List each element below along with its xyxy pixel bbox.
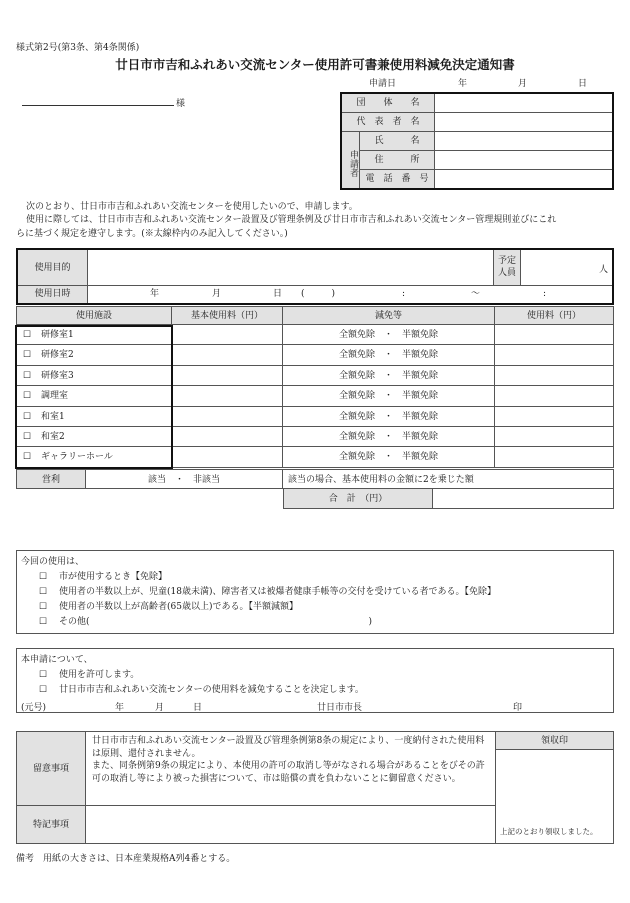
this-use-heading: 今回の使用は、: [21, 557, 85, 567]
facility-name: 研修室3: [41, 370, 74, 381]
facility-name: 和室1: [41, 411, 65, 422]
usage-table: [16, 248, 614, 305]
checkbox-icon[interactable]: ☐: [23, 330, 32, 340]
checkbox-icon[interactable]: ☐: [23, 391, 32, 402]
facility-row-1[interactable]: [16, 325, 172, 345]
expected-people-field[interactable]: [521, 250, 612, 286]
facility-name: ギャラリーホール: [41, 452, 113, 463]
decision-month: 月: [155, 703, 165, 713]
notes-table: [16, 731, 614, 844]
fee-cell[interactable]: [495, 447, 614, 467]
decision-option-label: 使用を許可します。: [59, 670, 140, 680]
applicant-phone-field[interactable]: [435, 170, 612, 188]
rep-name-field[interactable]: [435, 113, 612, 132]
datetime-colon-1: :: [402, 289, 406, 299]
facility-name: 和室2: [41, 432, 65, 442]
facility-name: 研修室1: [41, 330, 74, 340]
intro-line-3: らに基づく規定を遵守します。(※太線枠内のみ記入してください。): [16, 229, 288, 239]
rep-name-label: 代 表 者 名: [342, 113, 435, 132]
facility-row-6[interactable]: [16, 427, 172, 447]
fee-cell[interactable]: [495, 345, 614, 365]
facility-row-4[interactable]: [16, 386, 172, 406]
decision-option-1[interactable]: [39, 667, 139, 680]
special-field[interactable]: [86, 806, 496, 844]
basic-fee-cell[interactable]: [172, 386, 283, 406]
checkbox-icon[interactable]: ☐: [39, 685, 48, 695]
col-basic-fee-header: 基本使用料（円）: [172, 306, 283, 325]
use-option-label: 使用者の半数以上が、児童(18歳未満)、障害者又は被爆者健康手帳等の交付を受けている者である。【免除】: [59, 587, 496, 597]
intro-line-1: 次のとおり、廿日市市吉和ふれあい交流センターを使用したいので、申請します。: [26, 202, 358, 212]
apply-year-label: 年: [458, 79, 468, 89]
receipt-label: 領収印: [496, 731, 614, 750]
checkbox-icon[interactable]: ☐: [23, 432, 32, 442]
checkbox-icon[interactable]: ☐: [23, 370, 32, 381]
apply-day-label: 日: [578, 79, 588, 89]
col-fee-header: 使用料（円）: [495, 306, 614, 325]
facility-name: 研修室2: [41, 350, 74, 361]
document-title: 廿日市市吉和ふれあい交流センター使用許可書兼使用料減免決定通知書: [115, 57, 515, 72]
applicant-address-label: 住 所: [360, 151, 435, 170]
exemption-cell[interactable]: 全額免除 ・ 半額免除: [283, 325, 495, 345]
basic-fee-cell[interactable]: [172, 427, 283, 447]
org-name-label: 団 体 名: [342, 94, 435, 113]
fee-cell[interactable]: [495, 407, 614, 427]
total-row: [283, 489, 614, 509]
receipt-note: 上記のとおり領収しました。: [500, 827, 598, 836]
facility-name: 調理室: [41, 391, 69, 402]
use-option-4[interactable]: [39, 614, 372, 627]
decision-seal: 印: [513, 703, 523, 713]
use-option-3[interactable]: [39, 599, 298, 612]
applicant-label: 申請者: [342, 132, 360, 188]
apply-month-label: 月: [518, 79, 528, 89]
decision-heading: 本申請について、: [21, 655, 93, 665]
applicant-name-label: 氏 名: [360, 132, 435, 151]
special-label: 特記事項: [16, 806, 86, 844]
decision-year: 年: [115, 703, 125, 713]
basic-fee-cell[interactable]: [172, 325, 283, 345]
caution-text: 廿日市市吉和ふれあい交流センター設置及び管理条例第8条の規定により、一度納付された使用料は原則、還付されません。 また、同条例第9条の規定により、本使用の許可の取消し等がなされる場合があることをびその許可の取消し等により被った損害について、市は賠償の責を負わないことに御留意ください。: [86, 731, 496, 806]
checkbox-icon[interactable]: ☐: [39, 670, 48, 680]
basic-fee-cell[interactable]: [172, 345, 283, 365]
datetime-colon-2: :: [543, 289, 547, 299]
caution-label: 留意事項: [16, 731, 86, 806]
profit-row: [16, 469, 614, 489]
this-use-box: [16, 550, 614, 634]
col-facility-header: 使用施設: [16, 306, 172, 325]
total-label: 合 計 （円）: [283, 489, 433, 509]
usage-purpose-label: 使用目的: [18, 250, 88, 286]
decision-option-2[interactable]: [39, 682, 364, 695]
datetime-weekday: ( ): [301, 289, 336, 299]
fee-cell[interactable]: [495, 386, 614, 406]
applicant-name-field[interactable]: [435, 132, 612, 151]
apply-date-label: 申請日: [369, 79, 397, 89]
basic-fee-cell[interactable]: [172, 407, 283, 427]
exemption-cell[interactable]: 全額免除 ・ 半額免除: [283, 345, 495, 365]
datetime-tilde: ～: [471, 289, 481, 299]
decision-era: (元号): [21, 703, 47, 713]
expected-people-label: 予定人員: [494, 250, 521, 286]
facility-row-2[interactable]: [16, 345, 172, 365]
use-option-label: その他( ): [59, 617, 373, 627]
decision-box: [16, 648, 614, 713]
facility-row-3[interactable]: [16, 366, 172, 386]
decision-option-label: 廿日市市吉和ふれあい交流センターの使用料を減免することを決定します。: [59, 685, 364, 695]
fee-cell[interactable]: [495, 427, 614, 447]
form-number: 様式第2号(第3条、第4条関係): [16, 43, 140, 53]
use-option-label: 使用者の半数以上が高齢者(65歳以上)である。【半額減額】: [59, 602, 298, 612]
checkbox-icon[interactable]: ☐: [39, 617, 48, 627]
usage-datetime-field[interactable]: [88, 286, 612, 303]
profit-label: 営利: [16, 469, 86, 489]
facility-row-5[interactable]: [16, 407, 172, 427]
receipt-stamp-area: [496, 750, 614, 844]
checkbox-icon[interactable]: ☐: [39, 602, 48, 612]
checkbox-icon[interactable]: ☐: [23, 452, 32, 463]
usage-purpose-field[interactable]: [88, 250, 494, 286]
usage-datetime-label: 使用日時: [18, 286, 88, 303]
checkbox-icon[interactable]: ☐: [39, 587, 48, 597]
addressee-suffix: 様: [176, 99, 186, 109]
exemption-cell[interactable]: 全額免除 ・ 半額免除: [283, 407, 495, 427]
exemption-cell[interactable]: 全額免除 ・ 半額免除: [283, 427, 495, 447]
basic-fee-cell[interactable]: [172, 447, 283, 467]
col-exemption-header: 減免等: [283, 306, 495, 325]
datetime-day: 日: [273, 289, 283, 299]
use-option-label: 市が使用するとき【免除】: [59, 572, 168, 582]
use-option-2[interactable]: [39, 584, 496, 597]
intro-line-2: 使用に際しては、廿日市市吉和ふれあい交流センター設置及び管理条例及び廿日市市吉和ふれあい交流センター管理規則並びにこれ: [26, 215, 557, 225]
profit-value[interactable]: 該当 ・ 非該当: [86, 469, 283, 489]
use-option-1[interactable]: [39, 569, 167, 582]
fee-cell[interactable]: [495, 325, 614, 345]
applicant-phone-label: 電 話 番 号: [360, 170, 435, 188]
addressee-line[interactable]: [22, 105, 174, 106]
fee-cell[interactable]: [495, 366, 614, 386]
footer-note: 備考 用紙の大きさは、日本産業規格A列4番とする。: [16, 854, 236, 864]
checkbox-icon[interactable]: ☐: [23, 411, 32, 422]
decision-mayor: 廿日市市長: [317, 703, 363, 713]
exemption-cell[interactable]: 全額免除 ・ 半額免除: [283, 447, 495, 467]
basic-fee-cell[interactable]: [172, 366, 283, 386]
facility-row-7[interactable]: [16, 447, 172, 467]
profit-note: 該当の場合、基本使用料の金額に2を乗じた額: [283, 469, 614, 489]
org-name-field[interactable]: [435, 94, 612, 113]
exemption-cell[interactable]: 全額免除 ・ 半額免除: [283, 366, 495, 386]
applicant-table: [340, 92, 614, 190]
decision-day: 日: [193, 703, 203, 713]
datetime-month: 月: [212, 289, 222, 299]
checkbox-icon[interactable]: ☐: [39, 572, 48, 582]
total-field[interactable]: [433, 489, 614, 509]
exemption-cell[interactable]: 全額免除 ・ 半額免除: [283, 386, 495, 406]
datetime-year: 年: [150, 289, 160, 299]
person-unit: 人: [598, 265, 608, 275]
checkbox-icon[interactable]: ☐: [23, 350, 32, 361]
applicant-address-field[interactable]: [435, 151, 612, 170]
